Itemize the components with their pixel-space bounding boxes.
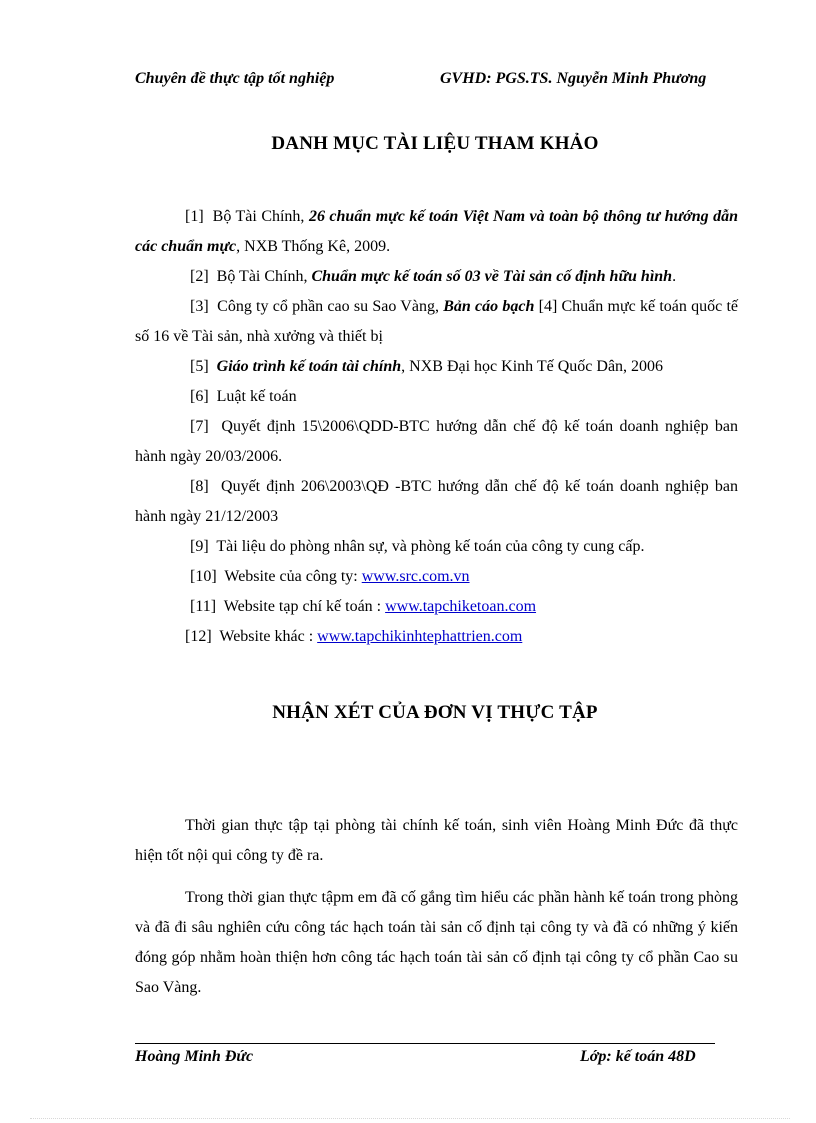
references-title: DANH MỤC TÀI LIỆU THAM KHẢO — [271, 133, 599, 154]
reference-text: Website của công ty: — [224, 568, 358, 585]
reference-item — [135, 202, 738, 262]
footer-class: Lớp: kế toán 48D — [580, 1048, 696, 1065]
company-website-link[interactable]: www.src.com.vn — [361, 568, 470, 585]
accounting-journal-link[interactable]: www.tapchiketoan.com — [385, 598, 537, 615]
reference-author: Bộ Tài Chính, — [212, 208, 305, 225]
reference-title: Giáo trình kế toán tài chính — [216, 358, 402, 375]
reference-text: Luật kế toán — [216, 388, 297, 405]
other-website-link[interactable]: www.tapchikinhtephattrien.com — [317, 628, 523, 645]
header-left-text: Chuyên đề thực tập tốt nghiệp — [135, 70, 335, 87]
reference-list — [135, 202, 738, 652]
review-body — [135, 811, 738, 1015]
reference-title: Bản cáo bạch — [443, 298, 535, 315]
reference-number: [2] — [190, 268, 209, 285]
reference-number: [12] — [185, 628, 212, 645]
reference-item — [135, 262, 738, 292]
reference-number: [6] — [190, 388, 209, 405]
reference-number: [3] — [190, 298, 209, 315]
reference-author: Bộ Tài Chính, — [216, 268, 308, 285]
reference-item — [135, 352, 738, 382]
reference-number: [1] — [185, 208, 204, 225]
header-right-text: GVHD: PGS.TS. Nguyễn Minh Phương — [440, 70, 707, 87]
reference-author: Công ty cổ phần cao su Sao Vàng, — [217, 298, 439, 315]
reference-publisher: , NXB Thống Kê, 2009. — [236, 238, 391, 255]
reference-item — [135, 412, 738, 472]
review-title: NHẬN XÉT CỦA ĐƠN VỊ THỰC TẬP — [272, 702, 598, 723]
reference-text: Website khác : — [219, 628, 314, 645]
reference-item — [135, 472, 738, 532]
reference-item — [135, 382, 738, 412]
reference-suffix: . — [672, 268, 677, 285]
reference-item — [135, 532, 738, 562]
reference-number: [7] — [190, 418, 209, 435]
footer-divider — [135, 1043, 715, 1044]
reference-item — [135, 622, 738, 652]
review-paragraph: Thời gian thực tập tại phòng tài chính kế toán, sinh viên Hoàng Minh Đức đã thực hiện tốt nội qui công ty đề ra. — [135, 817, 738, 864]
review-paragraph: Trong thời gian thực tậpm em đã cố gắng tìm hiểu các phần hành kế toán trong phòng và đã đi sâu nghiên cứu công tác hạch toán tài sản cố định tại công ty và đã có những ý kiến đóng góp nhằm hoàn thiện hơn công tác hạch toán tài sản cố định tại công ty cổ phần Cao su Sao Vàng. — [135, 889, 738, 996]
reference-text: Quyết định 15\2006\QDD-BTC hướng dẫn chế độ kế toán doanh nghiệp ban hành ngày 20/03/2006. — [135, 418, 738, 465]
reference-number: [11] — [190, 598, 217, 615]
reference-number: [10] — [190, 568, 217, 585]
reference-title: 26 chuẩn mực kế toán Việt Nam và toàn bộ thông tư hướng dẫn các chuẩn mực — [135, 208, 739, 255]
footer-student-name: Hoàng Minh Đức — [135, 1048, 254, 1065]
reference-item — [135, 292, 738, 352]
reference-suffix: [4] Chuẩn mực kế toán quốc tế số 16 về Tài sản, nhà xưởng và thiết bị — [135, 298, 739, 345]
reference-publisher: , NXB Đại học Kinh Tế Quốc Dân, 2006 — [401, 358, 664, 375]
reference-title: Chuẩn mực kế toán số 03 về Tài sản cố định hữu hình — [311, 268, 673, 285]
reference-text: Quyết định 206\2003\QĐ -BTC hướng dẫn chế độ kế toán doanh nghiệp ban hành ngày 21/12/2003 — [135, 478, 738, 525]
reference-number: [9] — [190, 538, 209, 555]
reference-number: [5] — [190, 358, 209, 375]
reference-text: Website tạp chí kế toán : — [223, 598, 382, 615]
reference-number: [8] — [190, 478, 209, 495]
reference-item — [135, 592, 738, 622]
reference-item — [135, 562, 738, 592]
page-bottom-edge — [30, 1118, 790, 1119]
reference-text: Tài liệu do phòng nhân sự, và phòng kế toán của công ty cung cấp. — [216, 538, 645, 555]
